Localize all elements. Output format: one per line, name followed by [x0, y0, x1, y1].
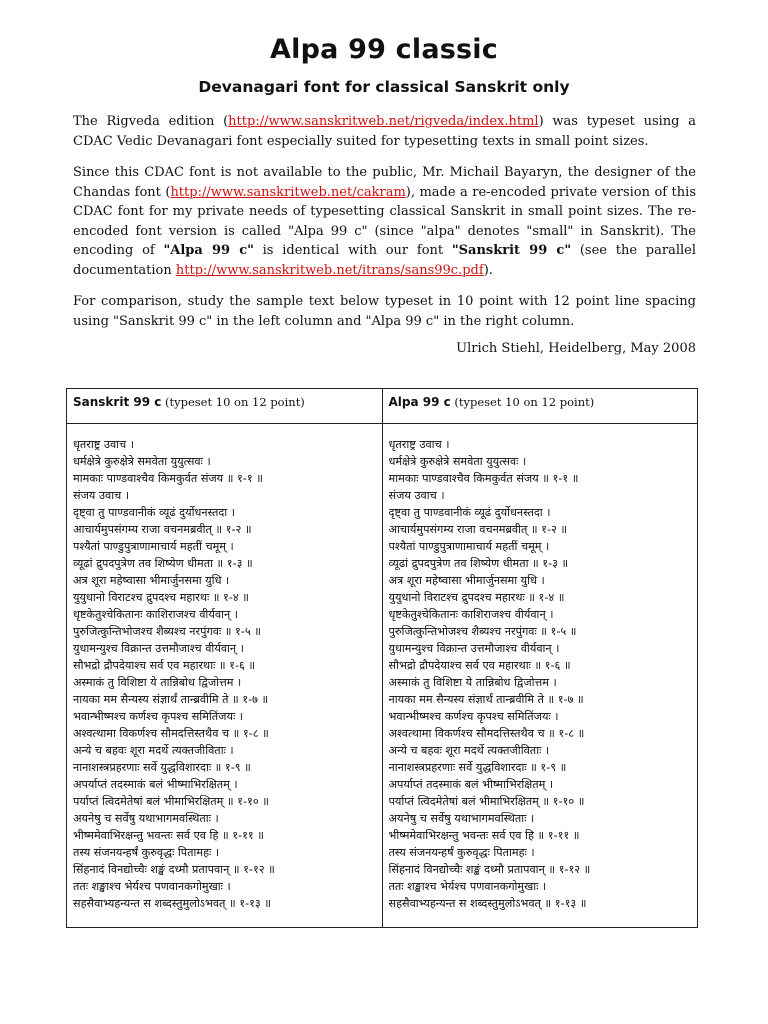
verse-line: ततः शङ्खाश्च भेर्यश्च पणवानकगोमुखाः । [388, 880, 547, 893]
verse-line: संजय उवाच । [388, 489, 445, 502]
verse-line: धृतराष्ट्र उवाच । [388, 438, 450, 451]
verse-line: युयुधानो विराटश्च द्रुपदश्च महारथः ॥ १-४ ॥ [73, 591, 249, 604]
left-header-note: (typeset 10 on 12 point) [161, 395, 305, 409]
verse-line: सिंहनादं विनद्योच्चैः शङ्खं दध्मौ प्रतापवान् ॥ १-१२ ॥ [73, 863, 275, 876]
history-text-3: is identical with our font [253, 243, 452, 258]
left-header-font: Sanskrit 99 c [73, 395, 162, 409]
history-text-4: (see the parallel documentation [73, 243, 696, 278]
history-text-5: ). [483, 262, 493, 278]
verse-line: ततः शङ्खाश्च भेर्यश्च पणवानकगोमुखाः । [73, 880, 231, 893]
verse-line: अत्र शूरा महेष्वासा भीमार्जुनसमा युधि । [388, 574, 545, 587]
verse-line: अन्ये च बहवः शूरा मदर्थे त्यक्तजीविताः । [73, 744, 234, 757]
cakram-link[interactable]: http://www.sanskritweb.net/cakram [170, 184, 406, 200]
verse-line: नानाशस्त्रप्रहरणाः सर्वे युद्धविशारदाः ॥ १-९ ॥ [73, 761, 251, 774]
verse-line: अपर्याप्तं तदस्माकं बलं भीष्माभिरक्षितम् । [73, 778, 238, 791]
table-body-row [67, 424, 698, 928]
verse-line: अपर्याप्तं तदस्माकं बलं भीष्माभिरक्षितम् । [388, 778, 554, 791]
verse-line: तस्य संजनयन्हर्षं कुरुवृद्धः पितामहः । [388, 846, 535, 859]
intro-text-start: The Rigveda edition ( [73, 114, 229, 129]
right-column-header [382, 389, 698, 424]
verse-line: पर्याप्तं त्विदमेतेषां बलं भीमाभिरक्षितम् ॥ १-१० ॥ [388, 795, 585, 808]
verse-line: सहसैवाभ्यहन्यन्त स शब्दस्तुमुलोऽभवत् ॥ १-१३ ॥ [73, 897, 271, 910]
verse-line: नायका मम सैन्यस्य संज्ञार्थं तान्ब्रवीमि ते ॥ १-७ ॥ [73, 693, 269, 706]
verse-line: अश्वत्थामा विकर्णश्च सौमदत्तिस्तथैव च ॥ १-८ ॥ [388, 727, 585, 740]
verse-line: अयनेषु च सर्वेषु यथाभागमवस्थिताः । [388, 812, 535, 825]
verse-line: युधामन्युश्च विक्रान्त उत्तमौजाश्च वीर्यवान् । [73, 642, 244, 655]
left-column-header [67, 389, 383, 424]
verse-line: धर्मक्षेत्रे कुरुक्षेत्रे समवेता युयुत्सवः । [388, 455, 527, 468]
verse-line: नानाशस्त्रप्रहरणाः सर्वे युद्धविशारदाः ॥ १-९ ॥ [388, 761, 567, 774]
verse-line: आचार्यमुपसंगम्य राजा वचनमब्रवीत् ॥ १-२ ॥ [73, 523, 252, 536]
verse-line: अस्माकं तु विशिष्टा ये तान्निबोध द्विजोत्तम । [73, 676, 242, 689]
history-text-2: ), made a re-encoded private version of this CDAC font for my private needs of typesetting classical Sanskrit in small point sizes. The re-encoded font version is called "Alpa 99 c" (since "alpa" denotes "small" in Sanskrit). The encoding of [73, 184, 696, 258]
verse-line: धर्मक्षेत्रे कुरुक्षेत्रे समवेता युयुत्सवः । [73, 455, 211, 468]
document-body [73, 112, 696, 371]
page-subtitle: Devanagari font for classical Sanskrit only [198, 78, 570, 96]
verse-line: युधामन्युश्च विक्रान्त उत्तमौजाश्च वीर्यवान् । [388, 642, 560, 655]
verse-line: नायका मम सैन्यस्य संज्ञार्थं तान्ब्रवीमि ते ॥ १-७ ॥ [388, 693, 584, 706]
verse-line: व्यूढां द्रुपदपुत्रेण तव शिष्येण धीमता ॥ १-३ ॥ [388, 557, 569, 570]
verse-line: भीष्ममेवाभिरक्षन्तु भवन्तः सर्व एव हि ॥ १-११ ॥ [73, 829, 264, 842]
verse-line: अश्वत्थामा विकर्णश्च सौमदत्तिस्तथैव च ॥ १-८ ॥ [73, 727, 269, 740]
comparison-table [66, 388, 698, 928]
verse-line: व्यूढां द्रुपदपुत्रेण तव शिष्येण धीमता ॥ १-३ ॥ [73, 557, 253, 570]
verse-line: पर्याप्तं त्विदमेतेषां बलं भीमाभिरक्षितम् ॥ १-१० ॥ [73, 795, 269, 808]
verse-line: भवान्भीष्मश्च कर्णश्च कृपश्च समितिंजयः । [73, 710, 243, 723]
intro-paragraph [73, 112, 696, 151]
history-text-1: Since this CDAC font is not available to the public, Mr. Michail Bayaryn, the designer of the Chandas font ( [73, 165, 696, 200]
right-header-font: Alpa 99 c [388, 395, 451, 409]
verse-line: दृष्ट्वा तु पाण्डवानीकं व्यूढं दुर्योधनस्तदा । [73, 506, 235, 519]
verse-line: अन्ये च बहवः शूरा मदर्थे त्यक्तजीविताः । [388, 744, 550, 757]
intro-text-end: ) was typeset using a CDAC Vedic Devanagari font especially suited for typesetting texts in small point sizes. [73, 114, 696, 149]
page-title: Alpa 99 classic [270, 34, 498, 65]
sans99c-pdf-link[interactable]: http://www.sanskritweb.net/itrans/sans99c.pdf [175, 262, 484, 278]
verse-line: आचार्यमुपसंगम्य राजा वचनमब्रवीत् ॥ १-२ ॥ [388, 523, 568, 536]
verse-line: धृतराष्ट्र उवाच । [73, 438, 134, 451]
verse-line: भवान्भीष्मश्च कर्णश्च कृपश्च समितिंजयः । [388, 710, 559, 723]
right-header-note: (typeset 10 on 12 point) [450, 395, 595, 409]
verse-line: भीष्ममेवाभिरक्षन्तु भवन्तः सर्व एव हि ॥ १-११ ॥ [388, 829, 580, 842]
signature: Ulrich Stiehl, Heidelberg, May 2008 [456, 341, 696, 356]
rigveda-link[interactable]: http://www.sanskritweb.net/rigveda/index.html [228, 114, 539, 129]
verse-line: दृष्ट्वा तु पाण्डवानीकं व्यूढं दुर्योधनस्तदा । [388, 506, 551, 519]
verse-line: पुरुजित्कुन्तिभोजश्च शैब्यश्च नरपुंगवः ॥ १-५ ॥ [73, 625, 261, 638]
left-verse-column [67, 424, 383, 928]
verse-line: धृष्टकेतुश्चेकितानः काशिराजश्च वीर्यवान् । [388, 608, 554, 621]
verse-line: अयनेषु च सर्वेषु यथाभागमवस्थिताः । [73, 812, 219, 825]
verse-line: मामकाः पाण्डवाश्चैव किमकुर्वत संजय ॥ १-१ ॥ [73, 472, 263, 485]
verse-line: मामकाः पाण्डवाश्चैव किमकुर्वत संजय ॥ १-१ ॥ [388, 472, 579, 485]
verse-line: युयुधानो विराटश्च द्रुपदश्च महारथः ॥ १-४ ॥ [388, 591, 565, 604]
verse-line: अस्माकं तु विशिष्टा ये तान्निबोध द्विजोत्तम । [388, 676, 557, 689]
verse-line: अत्र शूरा महेष्वासा भीमार्जुनसमा युधि । [73, 574, 230, 587]
alpa-font-name: "Alpa 99 c" [163, 243, 254, 258]
verse-line: पश्यैतां पाण्डुपुत्राणामाचार्य महतीं चमूम् । [388, 540, 550, 553]
verse-line: पश्यैतां पाण्डुपुत्राणामाचार्य महतीं चमूम् । [73, 540, 234, 553]
verse-line: सहसैवाभ्यहन्यन्त स शब्दस्तुमुलोऽभवत् ॥ १-१३ ॥ [388, 897, 587, 910]
font-history-paragraph [73, 163, 696, 280]
verse-line: तस्य संजनयन्हर्षं कुरुवृद्धः पितामहः । [73, 846, 220, 859]
table-header-row [67, 389, 698, 424]
right-verse-column [382, 424, 698, 928]
sanskrit-font-name: "Sanskrit 99 c" [451, 243, 572, 258]
comparison-paragraph: For comparison, study the sample text below typeset in 10 point with 12 point line spacing using "Sanskrit 99 c" in the left column and "Alpa 99 c" in the right column. [73, 294, 696, 329]
verse-line: सिंहनादं विनद्योच्चैः शङ्खं दध्मौ प्रतापवान् ॥ १-१२ ॥ [388, 863, 591, 876]
verse-line: संजय उवाच । [73, 489, 130, 502]
verse-line: सौभद्रो द्रौपदेयाश्च सर्व एव महारथाः ॥ १-६ ॥ [73, 659, 256, 672]
verse-line: धृष्टकेतुश्चेकितानः काशिराजश्च वीर्यवान् । [73, 608, 238, 621]
verse-line: सौभद्रो द्रौपदेयाश्च सर्व एव महारथाः ॥ १-६ ॥ [388, 659, 571, 672]
verse-line: पुरुजित्कुन्तिभोजश्च शैब्यश्च नरपुंगवः ॥ १-५ ॥ [388, 625, 577, 638]
